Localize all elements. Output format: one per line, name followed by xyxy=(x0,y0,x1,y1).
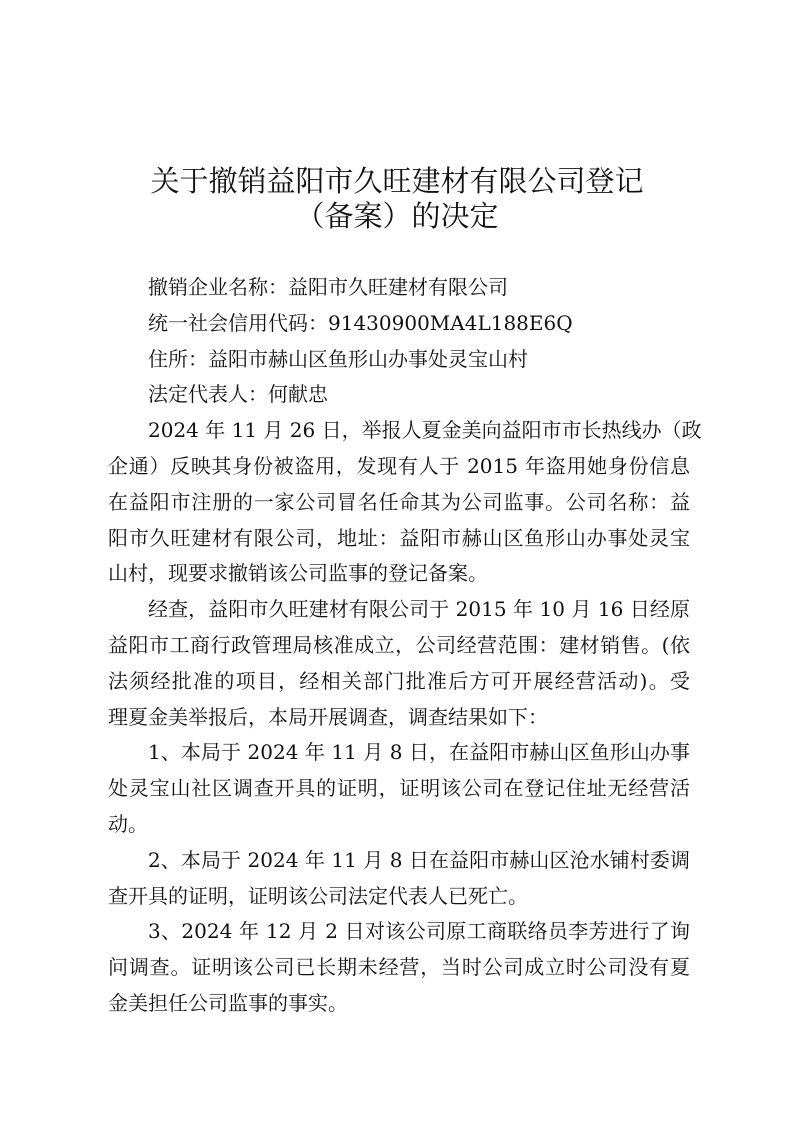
paragraph-line: 理夏金美举报后，本局开展调查，调查结果如下： xyxy=(108,704,548,729)
paragraph-line: 处灵宝山社区调查开具的证明，证明该公司在登记住址无经营活 xyxy=(108,776,690,801)
paragraph-line: 经查，益阳市久旺建材有限公司于 2015 年 10 月 16 日经原 xyxy=(148,597,690,622)
paragraph-line: 企通）反映其身份被盗用，发现有人于 2015 年盗用她身份信息 xyxy=(108,453,690,478)
paragraph-4 xyxy=(108,843,690,915)
paragraph-1 xyxy=(108,413,702,592)
title-line-1: 关于撤销益阳市久旺建材有限公司登记 xyxy=(150,164,644,198)
field-legal-representative: 法定代表人：何献忠 xyxy=(148,382,328,407)
paragraph-line: 1、本局于 2024 年 11 月 8 日，在益阳市赫山区鱼形山办事 xyxy=(148,740,690,765)
document-body xyxy=(108,270,702,1022)
paragraph-line: 在益阳市注册的一家公司冒名任命其为公司监事。公司名称：益 xyxy=(108,489,690,514)
paragraph-line: 法须经批准的项目，经相关部门批准后方可开展经营活动)。受 xyxy=(108,668,690,693)
title-line-2: （备案）的决定 xyxy=(295,199,499,233)
field-credit-code: 统一社会信用代码：91430900MA4L188E6Q xyxy=(148,310,573,335)
paragraph-line: 查开具的证明，证明该公司法定代表人已死亡。 xyxy=(108,883,528,908)
paragraph-line: 动。 xyxy=(108,811,148,836)
paragraph-line: 2、本局于 2024 年 11 月 8 日在益阳市赫山区沧水铺村委调 xyxy=(148,847,690,872)
paragraph-2 xyxy=(108,592,690,735)
paragraph-line: 金美担任公司监事的事实。 xyxy=(108,990,348,1015)
paragraph-line: 益阳市工商行政管理局核准成立，公司经营范围：建材销售。(依 xyxy=(108,632,690,657)
paragraph-line: 问调查。证明该公司已长期未经营，当时公司成立时公司没有夏 xyxy=(108,955,690,980)
paragraph-line: 阳市久旺建材有限公司，地址：益阳市赫山区鱼形山办事处灵宝 xyxy=(108,525,690,550)
document-title xyxy=(0,164,794,234)
paragraph-5 xyxy=(108,914,690,1021)
paragraph-line: 3、2024 年 12 月 2 日对该公司原工商联络员李芳进行了询 xyxy=(148,919,690,944)
field-address: 住所：益阳市赫山区鱼形山办事处灵宝山村 xyxy=(148,346,528,371)
field-enterprise-name: 撤销企业名称：益阳市久旺建材有限公司 xyxy=(148,275,508,299)
paragraph-line: 山村，现要求撤销该公司监事的登记备案。 xyxy=(108,561,488,586)
paragraph-3 xyxy=(108,735,690,842)
paragraph-line: 2024 年 11 月 26 日，举报人夏金美向益阳市市长热线办（政 xyxy=(148,418,702,443)
